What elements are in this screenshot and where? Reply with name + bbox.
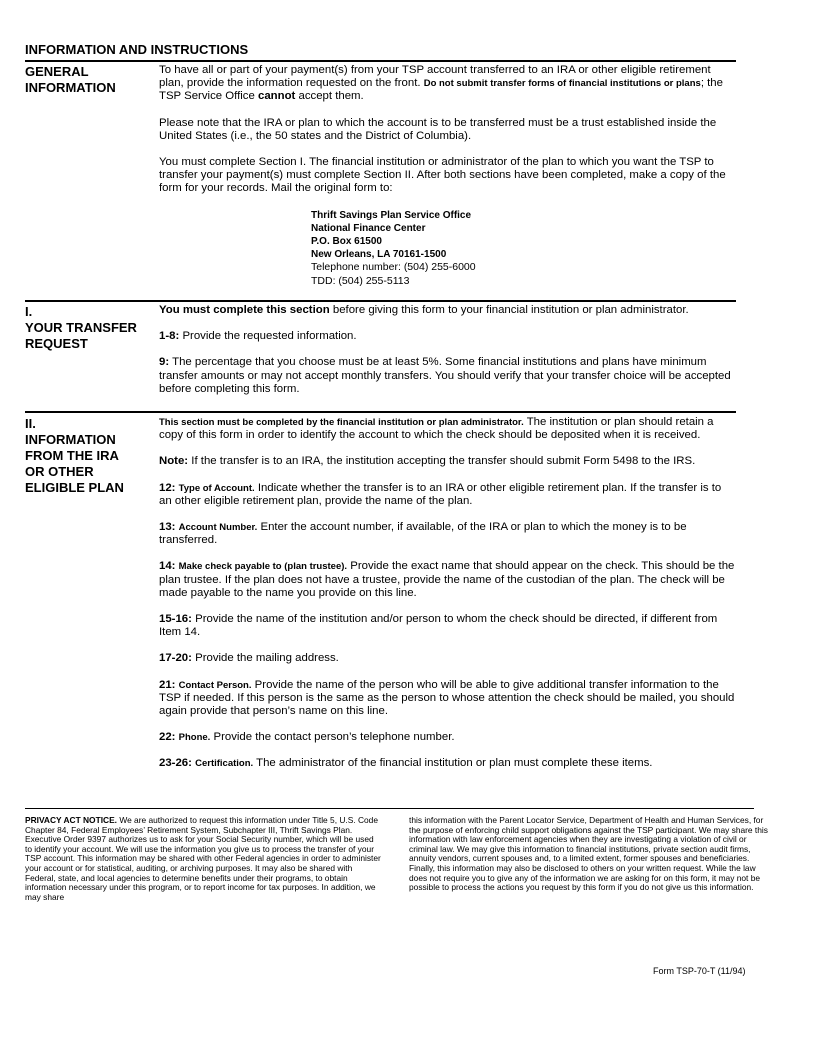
general-label-line: GENERAL <box>25 64 89 79</box>
section-2-label: II. INFORMATION FROM THE IRA OR OTHER ELIGIBLE PLAN <box>25 416 124 495</box>
privacy-notice-left: PRIVACY ACT NOTICE. We are authorized to request this information under Title 5, U.S. Code Chapter 84, Federal Employees’ Retirement System, Subchapter III, Thrift Savings Plan. Executive Order 9397 authorizes us to ask for your Social Security number, which will be used to identify your account. We will use the information you give us to process the transfer of your TSP account. This information may be shared with other Federal agencies in order to administer your account or for statistical, auditing, or archiving purposes. It may also be shared with Federal, state, and local agencies to determine benefits under their programs, to obtain information necessary under this program, or to report income for tax purposes. In addition, we may share <box>25 815 381 902</box>
section-2-rule <box>25 411 736 413</box>
title-rule <box>25 60 736 62</box>
privacy-notice-right: this information with the Parent Locator Service, Department of Health and Human Services, for the purpose of enforcing child support obligations against the TSP participant. We may share this information with law enforcement agencies when they are investigating a violation of civil or criminal law. We may give this information to financial institutions, private section audit firms, annuity vendors, current spouses and, to a limited extent, former spouses and beneficiaries. Finally, this information may also be disclosed to others on your written request. While the law does not require you to give any of the information we are asking for on this form, it may not be possible to process the actions you request by this form if you do not give us this information. <box>409 815 768 893</box>
section-2-item: 12: Type of Account. Indicate whether the transfer is to an IRA or other eligible retirement plan. If the transfer is to an other eligible retirement plan, provide the name of the plan. <box>159 481 722 507</box>
section-1-label: I. YOUR TRANSFER REQUEST <box>25 304 137 351</box>
section-2-body <box>159 416 736 784</box>
mailing-address: Thrift Savings Plan Service Office National Finance Center P.O. Box 61500 New Orleans, LA 70161-1500 Telephone number: (504) 255-6000 TDD: (504) 255-5113 <box>311 209 476 287</box>
general-label-line: INFORMATION <box>25 80 116 95</box>
section-2-item: 15-16: Provide the name of the institution and/or person to whom the check should be directed, if different from Item 14. <box>159 613 718 639</box>
section-2-item: 21: Contact Person. Provide the name of the person who will be able to give additional transfer information to the TSP if needed. If this person is the same as the person to whose attention the check should be mailed, you should again provide that person’s name on this line. <box>159 678 735 718</box>
section-2-item: 23-26: Certification. The administrator of the financial institution or plan must complete these items. <box>159 757 653 770</box>
general-paragraph-1: To have all or part of your payment(s) from your TSP account transferred to an IRA or other eligible retirement plan, provide the information requested on the front. Do not submit transfer forms of financial institutions or plans; the TSP Service Office cannot accept them. <box>159 64 723 103</box>
section-1-rule <box>25 300 736 302</box>
section-2-item: 22: Phone. Provide the contact person’s telephone number. <box>159 731 455 744</box>
section-2-intro: This section must be completed by the financial institution or plan administrator. The institution or plan should retain a copy of this form in order to identify the account to which the check should be deposited when it is received. <box>159 416 714 442</box>
section-1-item-9: 9: The percentage that you choose must be at least 5%. Some financial institutions and plans have minimum transfer amounts or may not accept monthly transfers. You should verify that your transfer choice will be accepted before completing this form. <box>159 356 731 395</box>
privacy-rule <box>25 808 754 809</box>
section-2-item: 14: Make check payable to (plan trustee). Provide the exact name that should appear on the check. This should be the plan trustee. If the plan does not have a trustee, provide the name of the custodian of the plan. The check will be made payable to the name you provide on this line. <box>159 560 735 599</box>
general-paragraph-3: You must complete Section I. The financial institution or administrator of the plan to which you want the TSP to transfer your payment(s) must complete Section II. After both sections have been completed, make a copy of the form for your records. Mail the original form to: <box>159 156 726 195</box>
general-body <box>159 64 736 288</box>
form-number: Form TSP-70-T (11/94) <box>653 966 746 976</box>
page-title: INFORMATION AND INSTRUCTIONS <box>25 42 249 57</box>
section-1-body <box>159 304 736 409</box>
section-1-intro: You must complete this section before giving this form to your financial institution or plan administrator. <box>159 304 689 316</box>
section-2-item: 13: Account Number. Enter the account number, if available, of the IRA or plan to which the money is to be transferred. <box>159 521 687 547</box>
section-2-note: Note: If the transfer is to an IRA, the institution accepting the transfer should submit Form 5498 to the IRS. <box>159 455 696 468</box>
general-paragraph-2: Please note that the IRA or plan to which the account is to be transferred must be a trust established inside the United States (i.e., the 50 states and the District of Columbia). <box>159 116 717 142</box>
section-1-item-1-8: 1-8: Provide the requested information. <box>159 330 357 343</box>
section-2-item: 17-20: Provide the mailing address. <box>159 652 339 665</box>
general-label <box>25 64 150 96</box>
